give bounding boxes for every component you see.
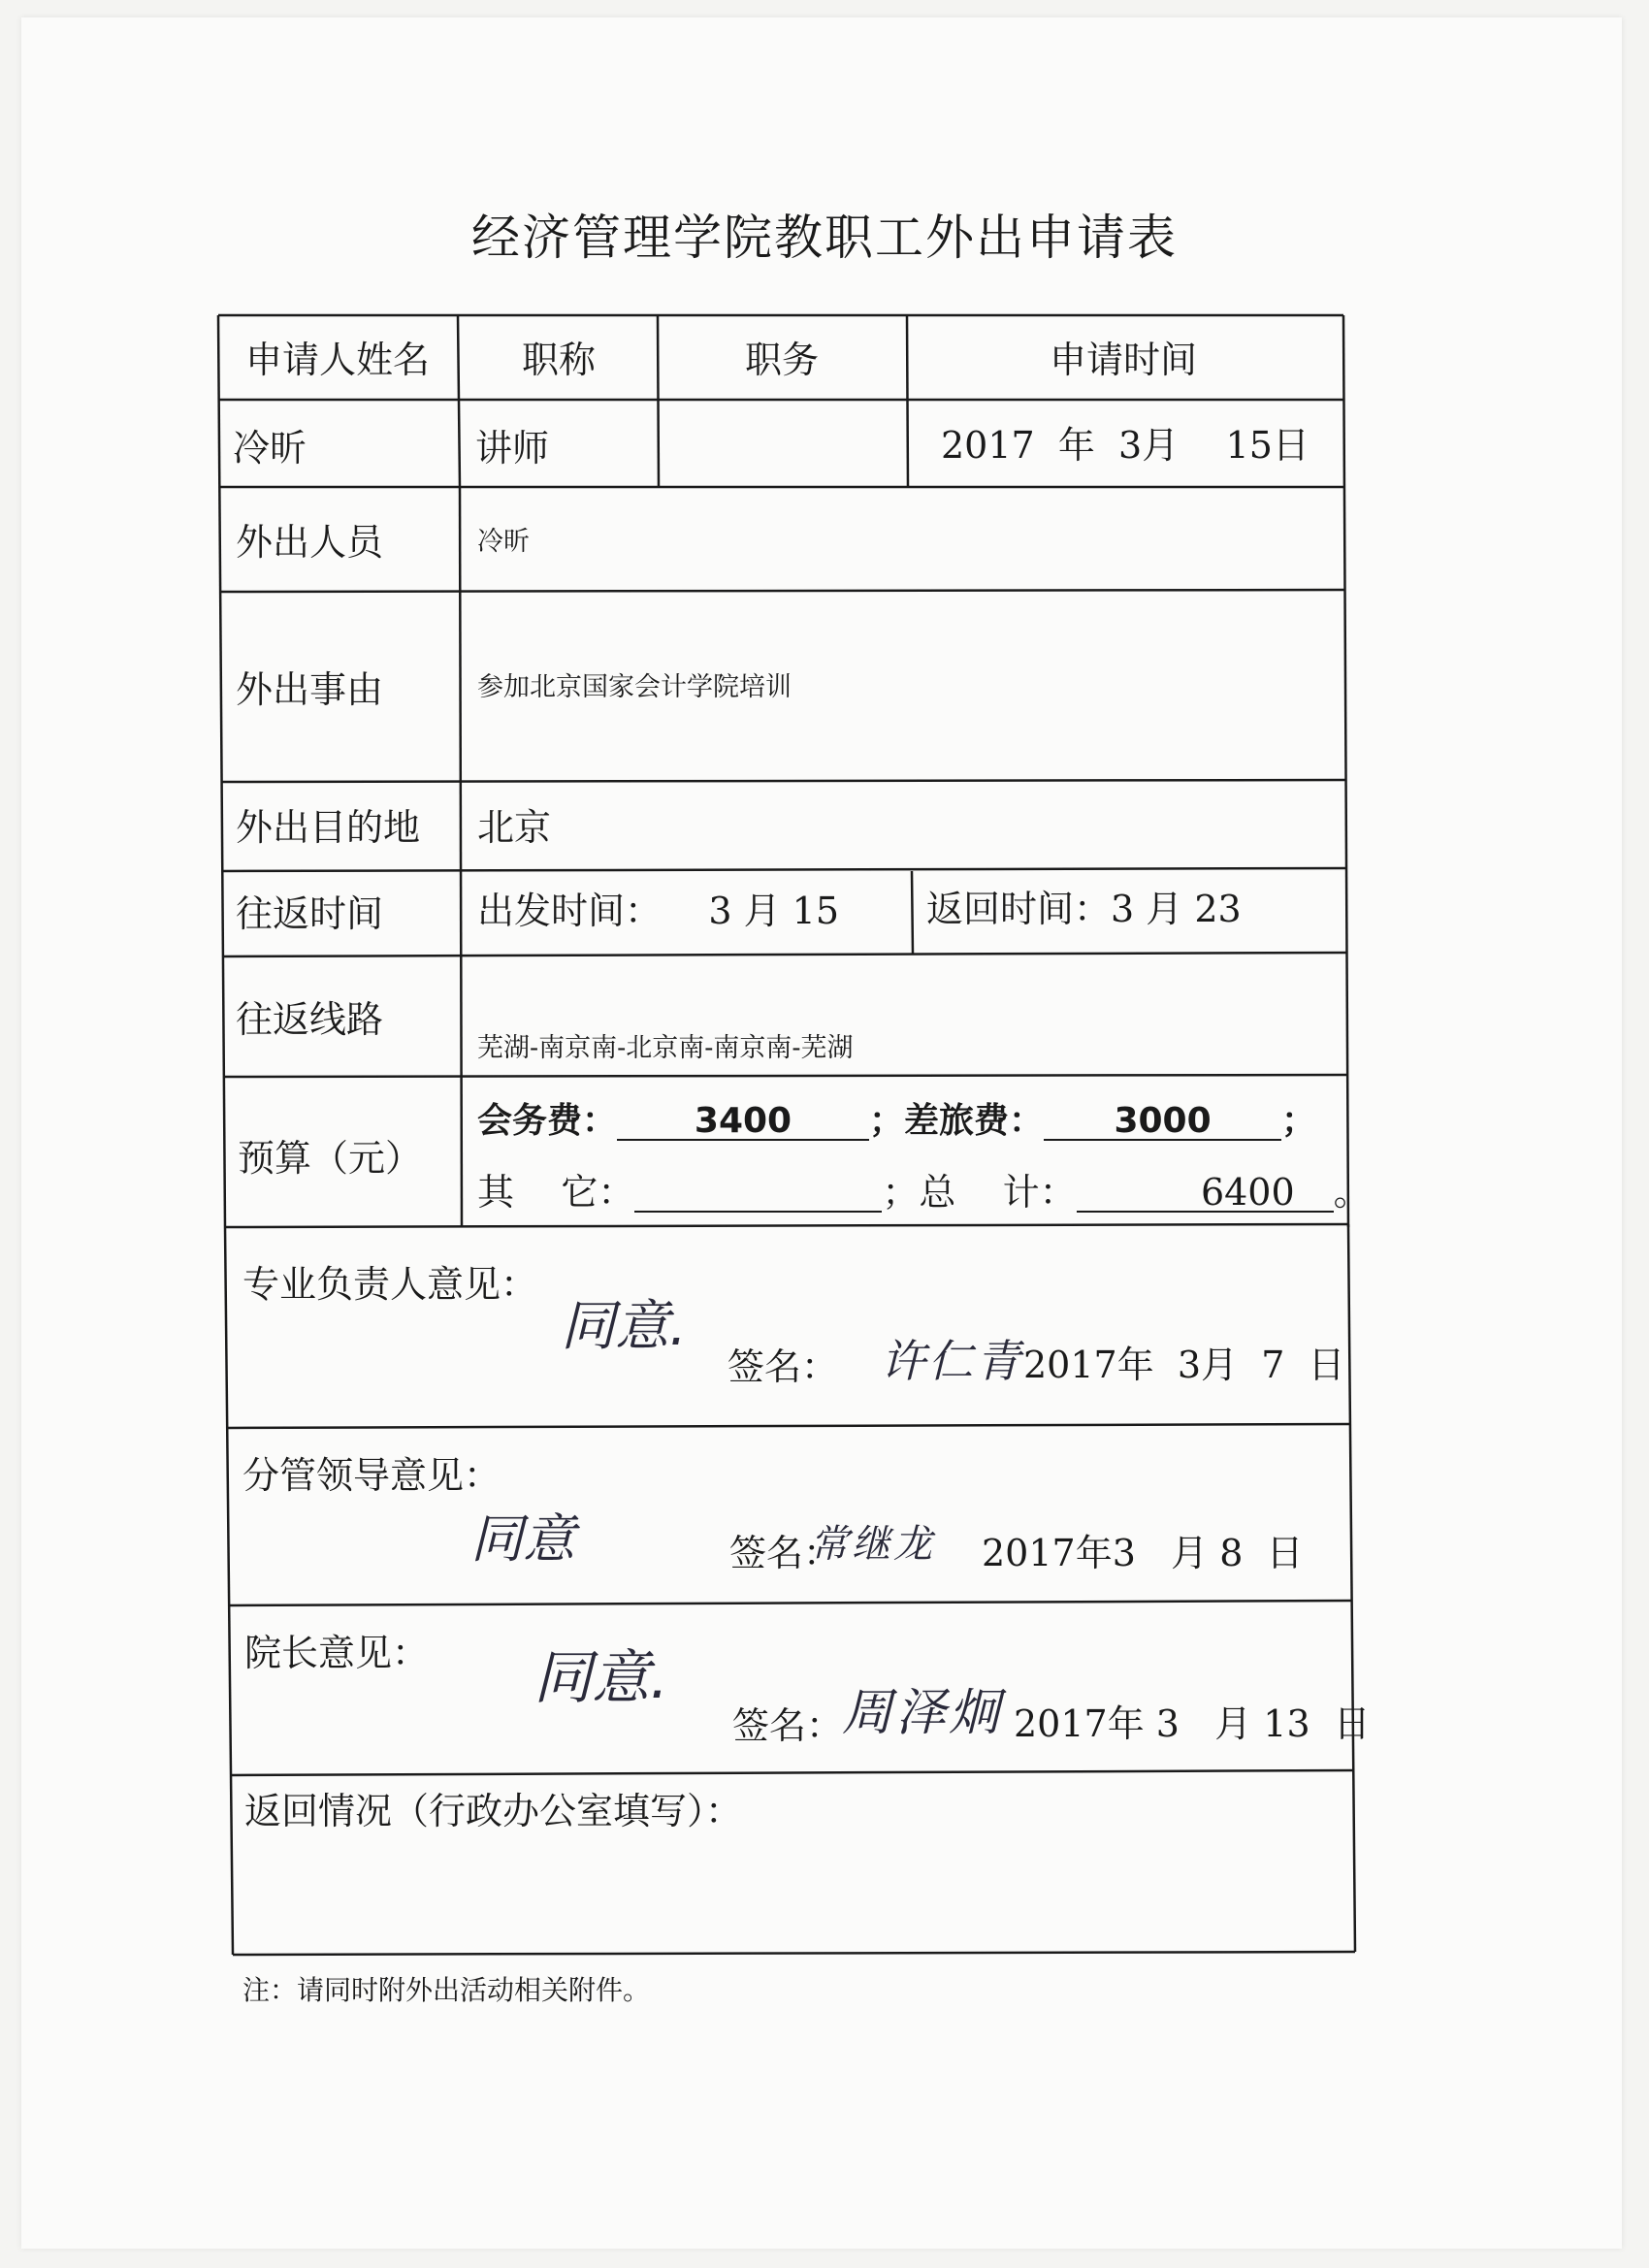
leader-opinion-label: 分管领导意见： <box>242 1454 501 1497</box>
header-rank-label: 职称 <box>522 339 597 381</box>
budget-label: 预算（元） <box>238 1137 423 1180</box>
return-time: 返回时间：3 月 23 <box>926 888 1242 930</box>
major-opinion-label: 专业负责人意见： <box>242 1263 538 1306</box>
major-signature: 许仁青 <box>881 1335 1023 1387</box>
form-title: 经济管理学院教职工外出申请表 <box>471 210 1178 266</box>
travel-fee-value: 3000 <box>1044 1104 1281 1141</box>
leader-opinion-handwriting: 同意 <box>470 1508 575 1570</box>
dean-sign-date: 2017年 3 月 13 日 <box>1014 1702 1371 1745</box>
dean-sign-label: 签名： <box>732 1704 844 1747</box>
return-status-label: 返回情况（行政办公室填写）： <box>244 1790 743 1832</box>
header-post-label: 职务 <box>745 339 820 381</box>
applicant-rank: 讲师 <box>475 427 550 470</box>
leader-sign-date: 2017年3 月 8 日 <box>982 1532 1304 1574</box>
footnote: 注：请同时附外出活动相关附件。 <box>242 1974 651 2006</box>
major-opinion-handwriting: 同意. <box>561 1295 687 1358</box>
destination-label: 外出目的地 <box>236 806 421 849</box>
sep-3: ； <box>882 1171 920 1214</box>
meeting-fee-label: 会务费： <box>477 1101 618 1141</box>
leader-signature: 常继龙 <box>810 1522 935 1567</box>
budget-meeting-line <box>477 1101 1317 1141</box>
travel-fee-label: 差旅费： <box>904 1101 1045 1141</box>
dean-signature: 周泽炯 <box>842 1684 1003 1742</box>
sep-1: ； <box>869 1101 905 1141</box>
other-value <box>634 1174 882 1213</box>
header-date-label: 申请时间 <box>1050 339 1198 381</box>
leader-sign-label: 签名： <box>729 1532 841 1574</box>
applicant-date: 2017 年 3月 15日 <box>941 424 1310 467</box>
major-sign-label: 签名： <box>728 1345 839 1388</box>
reason-value: 参加北京国家会计学院培训 <box>477 672 792 702</box>
dean-opinion-handwriting: 同意. <box>534 1644 669 1712</box>
time-label: 往返时间 <box>236 892 384 935</box>
reason-label: 外出事由 <box>236 668 384 711</box>
route-label: 往返线路 <box>236 998 384 1041</box>
persons-label: 外出人员 <box>236 521 384 564</box>
applicant-name: 冷昕 <box>233 427 307 470</box>
total-value: 6400 <box>1077 1174 1334 1213</box>
route-value: 芜湖-南京南-北京南-南京南-芜湖 <box>477 1033 854 1063</box>
major-sign-date: 2017年 3月 7 日 <box>1023 1344 1345 1386</box>
sep-2: ； <box>1281 1101 1317 1141</box>
depart-time: 出发时间： 3 月 15 <box>477 890 840 932</box>
total-label: 总 计： <box>919 1171 1077 1214</box>
dean-opinion-label: 院长意见： <box>244 1632 430 1674</box>
header-name-label: 申请人姓名 <box>245 339 431 381</box>
budget-other-line <box>477 1171 1371 1214</box>
end-mark: 。 <box>1333 1171 1371 1214</box>
meeting-fee-value: 3400 <box>617 1104 869 1141</box>
persons-value: 冷昕 <box>477 527 530 557</box>
other-label: 其 它： <box>477 1171 635 1214</box>
destination-value: 北京 <box>477 806 552 849</box>
